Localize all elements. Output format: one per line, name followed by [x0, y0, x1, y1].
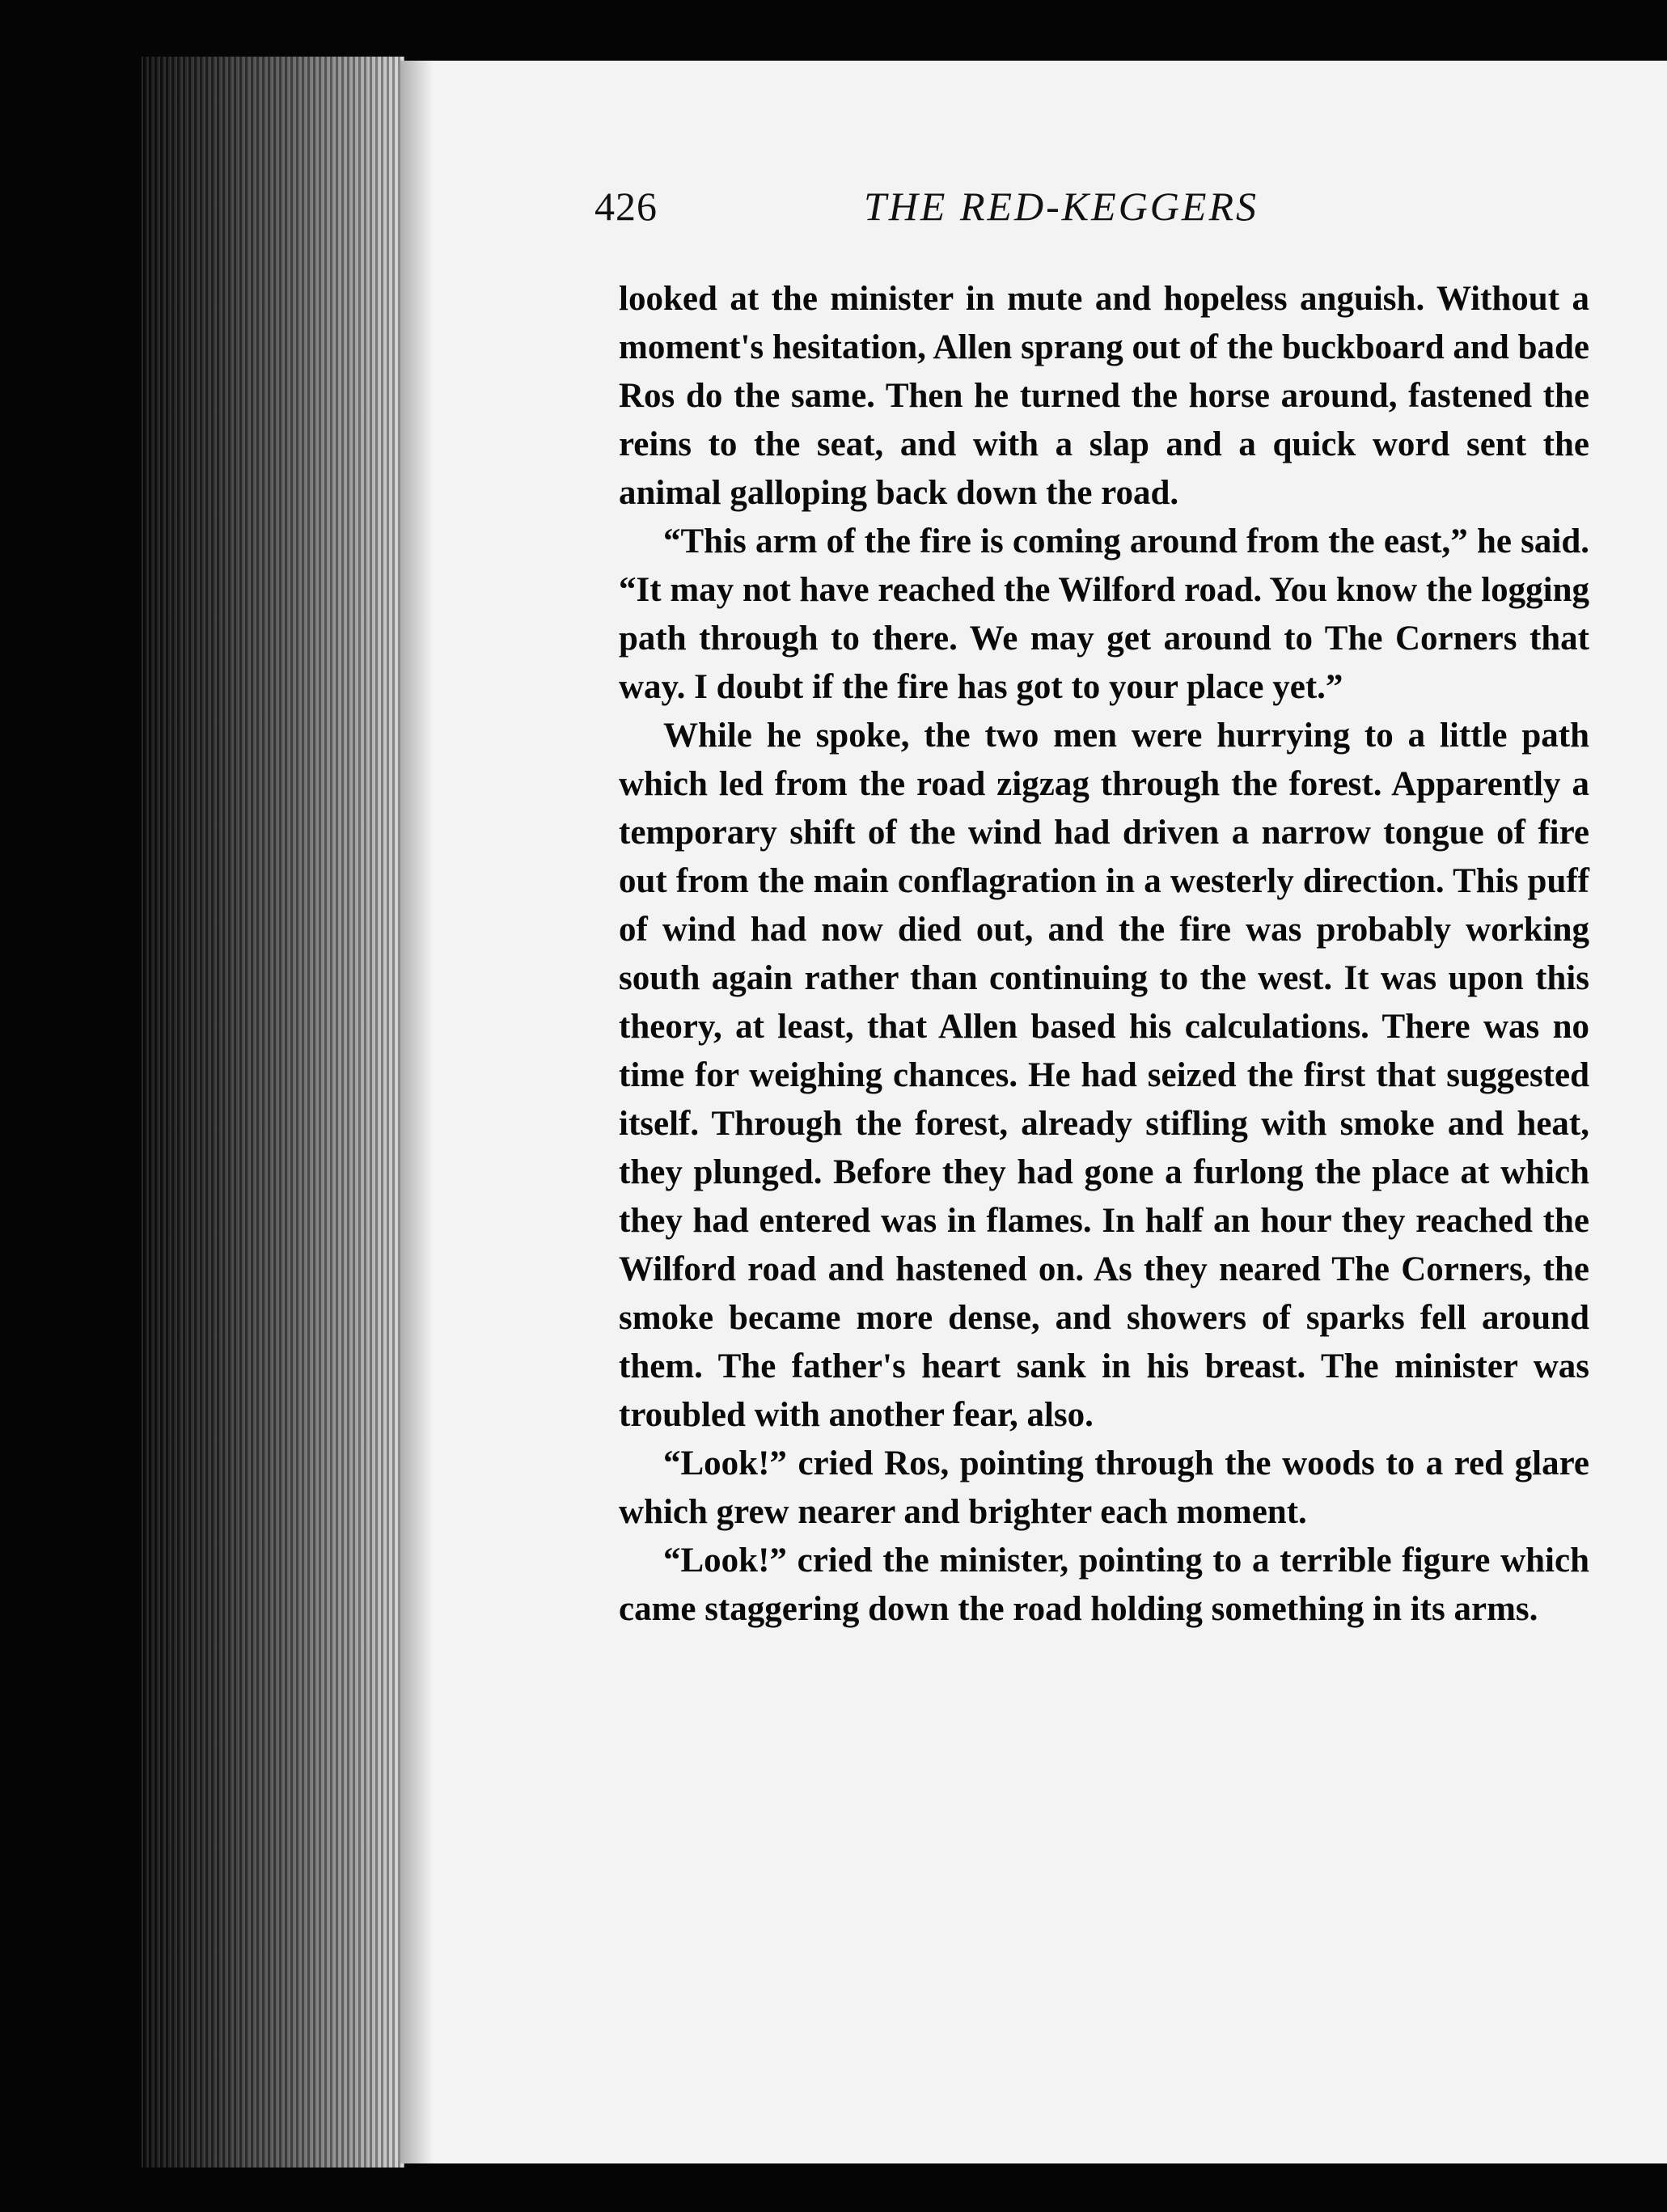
- page-number: 426: [594, 184, 658, 229]
- paragraph-1: looked at the minister in mute and hopeless anguish. Without a moment's hesitation, Allen sprang out of the buckboard and bade Ros do the same. Then he turned the horse around, fastened the reins to the seat, and with a slap and a quick word sent the animal galloping back down the road.: [619, 280, 1589, 512]
- paragraph-5: “Look!” cried the minister, pointing to a terrible figure which came staggering down the road holding something in its arms.: [619, 1542, 1589, 1628]
- paragraph-3: While he spoke, the two men were hurrying to a little path which led from the road zigzag through the forest. Apparently a temporary shift of the wind had driven a narrow tongue of fire out from the main conflagration in a westerly direction. This puff of wind had now died out, and the fire was probably working south again rather than continuing to the west. It was upon this theory, at least, that Allen based his calculations. There was no time for weighing chances. He had seized the first that suggested itself. Through the forest, already stifling with smoke and heat, they plunged. Before they had gone a furlong the place at which they had entered was in flames. In half an hour they reached the Wilford road and hastened on. As they neared The Corners, the smoke became more dense, and showers of sparks fell around them. The father's heart sank in his breast. The minister was troubled with another fear, also.: [619, 717, 1589, 1434]
- page-header: [594, 183, 1597, 239]
- body-text: [619, 275, 1589, 1909]
- paragraph-4: “Look!” cried Ros, pointing through the woods to a red glare which grew nearer and brighter each moment.: [619, 1444, 1589, 1531]
- running-title: THE RED-KEGGERS: [864, 184, 1259, 229]
- book-page-edges: [142, 57, 404, 2168]
- paragraph-2: “This arm of the fire is coming around from the east,” he said. “It may not have reached the Wilford road. You know the logging path through to there. We may get around to The Corners that way. I doubt if the fire has got to your place yet.”: [619, 522, 1589, 706]
